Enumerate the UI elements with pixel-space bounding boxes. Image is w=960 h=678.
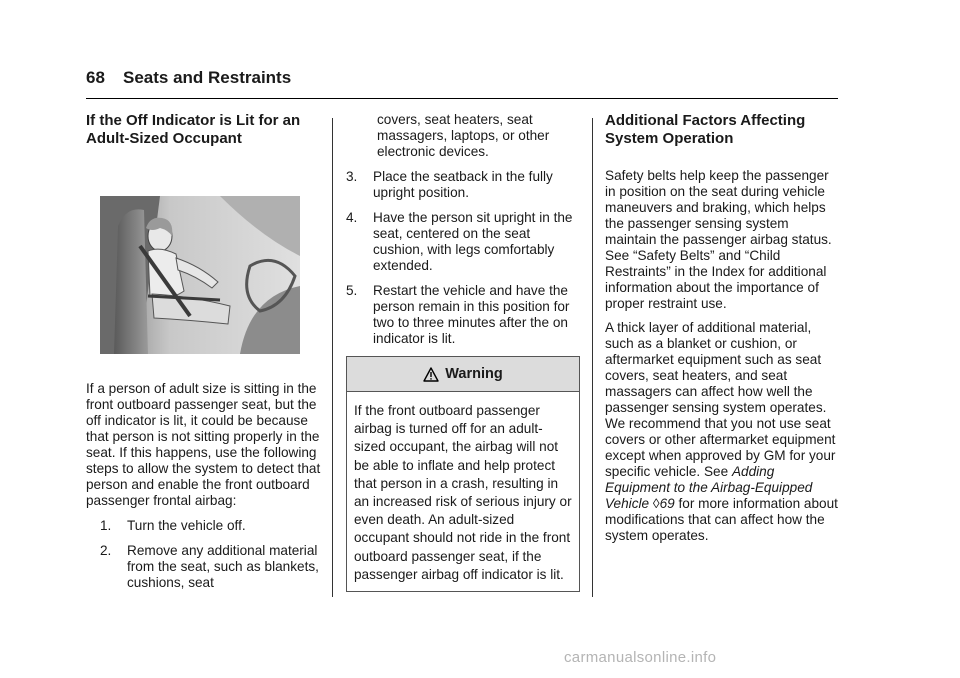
step-text: Restart the vehicle and have the person remain in this position for two to three minutes after the on indicator is lit. <box>373 283 570 346</box>
column-middle <box>346 112 580 592</box>
section-heading: Additional Factors Affecting System Operation <box>605 112 806 147</box>
page-ref-symbol: ◊ <box>652 496 660 511</box>
cross-reference-link[interactable]: Adding Equipment to the Airbag-Equipped Vehicle <box>605 464 813 511</box>
column-divider <box>592 118 593 597</box>
step-text: Remove any additional material from the seat, such as blankets, cushions, seat <box>127 543 319 590</box>
step-number: 4. <box>346 210 358 225</box>
list-item <box>346 283 580 347</box>
section-heading: If the Off Indicator is Lit for an Adult-Sized Occupant <box>86 112 301 147</box>
list-item <box>346 169 580 201</box>
step-number: 1. <box>100 518 112 533</box>
column-divider <box>332 118 333 597</box>
paragraph: Safety belts help keep the passenger in position on the seat during vehicle maneuvers and braking, which helps the passenger sensing system maintain the passenger airbag status. See “Safety Belts” and “Child Restraints” in the Index for additional information about the importance of proper restraint use. <box>605 168 832 311</box>
list-item <box>86 543 322 591</box>
page-number: 68 <box>86 68 105 87</box>
warning-text: If the front outboard passenger airbag is turned off for an adult-sized occupant, the airbag will not be able to inflate and help protect that person in a crash, resulting in an increased risk of serious injury or even death. An adult-sized occupant should not ride in the front outboard passenger seat, if the passenger airbag off indicator is lit. <box>354 403 572 582</box>
seated-passenger-illustration <box>100 196 300 354</box>
page-header <box>86 68 838 99</box>
warning-box <box>346 356 580 592</box>
step-number: 2. <box>100 543 112 558</box>
list-item <box>346 210 580 274</box>
section-title: Seats and Restraints <box>123 68 292 87</box>
warning-header <box>347 357 579 392</box>
paragraph-text: A thick layer of additional material, such as a blanket or cushion, or aftermarket equipment such as seat covers, seat heaters, and seat massagers can affect how well the passenger sensing system operates. We recommend that you not use seat covers or other aftermarket equipment except when approved by GM for your specific vehicle. See <box>605 320 836 479</box>
column-right <box>605 112 839 552</box>
watermark: carmanualsonline.info <box>564 649 717 666</box>
page-ref-number[interactable]: 69 <box>659 496 675 511</box>
column-left <box>86 112 322 600</box>
intro-paragraph: If a person of adult size is sitting in the front outboard passenger seat, but the off indicator is lit, it could be because that person is not sitting properly in the seat. If this happens, use the following steps to allow the system to detect that person and enable the front outboard passenger frontal airbag: <box>86 381 321 508</box>
warning-title: Warning <box>445 366 503 382</box>
step-number: 3. <box>346 169 358 184</box>
step-text: Have the person sit upright in the seat, centered on the seat cushion, with legs comfortably extended. <box>373 210 573 273</box>
step-continuation: covers, seat heaters, seat massagers, laptops, or other electronic devices. <box>377 112 550 159</box>
paragraph <box>605 320 839 544</box>
step-number: 5. <box>346 283 358 298</box>
steps-list <box>346 169 580 347</box>
step-text: Turn the vehicle off. <box>127 518 246 533</box>
paragraph-text: for more information about modifications that can affect how the system operates. <box>605 496 838 543</box>
step-text: Place the seatback in the fully upright position. <box>373 169 553 200</box>
warning-triangle-icon <box>423 367 439 382</box>
list-item <box>86 518 322 534</box>
steps-list <box>86 518 322 591</box>
